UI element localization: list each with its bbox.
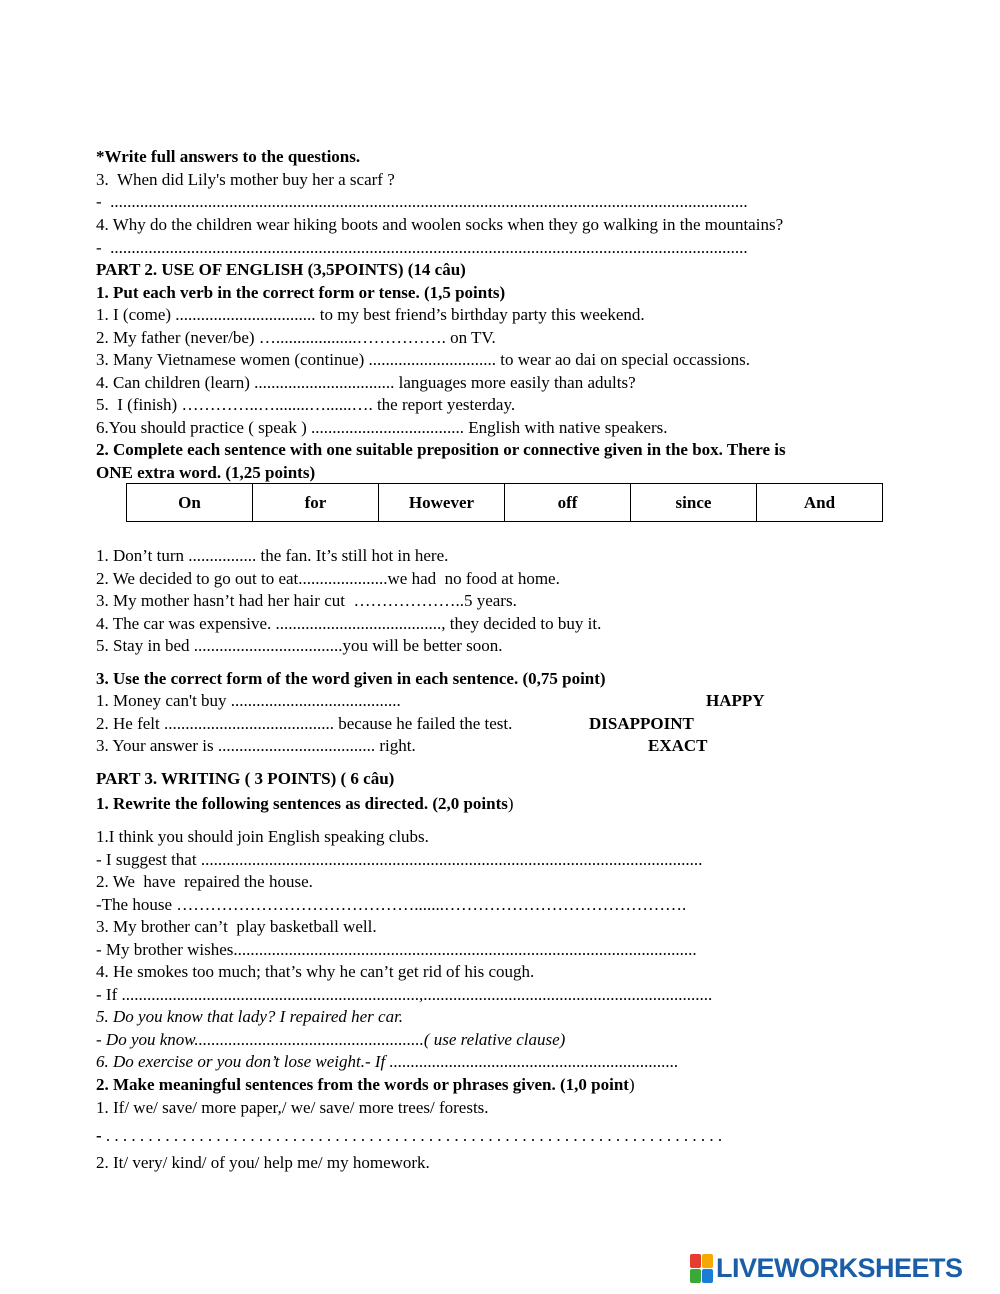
word-form-item[interactable]: 1. Money can't buy ........................................ <box>96 691 401 710</box>
question-4: 4. Why do the children wear hiking boots and woolen socks when they go walking in the mountains? <box>96 215 784 234</box>
logo-square <box>702 1269 713 1283</box>
part2-title: PART 2. USE OF ENGLISH (3,5POINTS) (14 câu) <box>96 260 466 279</box>
part2-ex1-title: 1. Put each verb in the correct form or tense. (1,5 points) <box>96 283 506 302</box>
rewrite-answer[interactable]: 6. Do exercise or you don’t lose weight.- If .................................................................... <box>96 1052 679 1071</box>
question-3: 3. When did Lily's mother buy her a scarf ? <box>96 170 395 189</box>
part3-ex1-title <box>96 793 514 815</box>
verb-item[interactable]: 6.You should practice ( speak ) .................................... English with native speakers. <box>96 418 668 437</box>
verb-item[interactable]: 1. I (come) ................................. to my best friend’s birthday party this weekend. <box>96 305 645 324</box>
part3-ex1-title-text: 1. Rewrite the following sentences as directed. (2,0 points <box>96 794 508 813</box>
rewrite-line: 1.I think you should join English speaking clubs. <box>96 827 429 846</box>
box-word: And <box>757 484 883 522</box>
part2-ex3-title: 3. Use the correct form of the word given in each sentence. (0,75 point) <box>96 669 606 688</box>
sentence-prompt: 1. If/ we/ save/ more paper,/ we/ save/ more trees/ forests. <box>96 1098 489 1117</box>
part2-ex2-title-cont: ONE extra word. (1,25 points) <box>96 463 316 482</box>
box-word: off <box>505 484 631 522</box>
part3-ex2-title-close: ) <box>628 1075 635 1094</box>
box-word: However <box>379 484 505 522</box>
connective-item[interactable]: 3. My mother hasn’t had her hair cut ………………..5 years. <box>96 591 517 610</box>
part3-ex2-title <box>96 1074 635 1096</box>
verb-item[interactable]: 3. Many Vietnamese women (continue) .............................. to wear ao dai on special occassions. <box>96 350 750 369</box>
rewrite-answer[interactable]: - My brother wishes............................................................................................................. <box>96 940 697 959</box>
box-word: since <box>631 484 757 522</box>
sentence-answer[interactable] <box>96 1125 722 1147</box>
rewrite-answer[interactable]: - Do you know......................................................( use relative clause) <box>96 1030 566 1049</box>
answer-line-3[interactable]: - ...................................................................................................................................................... <box>96 192 748 211</box>
connective-item[interactable]: 2. We decided to go out to eat.....................we had no food at home. <box>96 569 560 588</box>
logo-square <box>702 1254 713 1268</box>
rewrite-answer[interactable]: - I suggest that ...................................................................................................................... <box>96 850 703 869</box>
part2-ex2-title: 2. Complete each sentence with one suitable preposition or connective given in the box. There is <box>96 440 786 459</box>
root-word: EXACT <box>648 736 708 755</box>
box-word: On <box>127 484 253 522</box>
connective-item[interactable]: 1. Don’t turn ................ the fan. It’s still hot in here. <box>96 546 449 565</box>
word-box <box>126 483 883 522</box>
root-word: DISAPPOINT <box>589 714 694 733</box>
verb-item[interactable]: 4. Can children (learn) ................................. languages more easily than adults? <box>96 373 636 392</box>
logo-square <box>690 1269 701 1283</box>
part3-title: PART 3. WRITING ( 3 POINTS) ( 6 câu) <box>96 769 395 788</box>
logo-icon <box>690 1254 713 1283</box>
rewrite-answer[interactable]: -The house …………………………………….......……………………………………. <box>96 895 687 914</box>
rewrite-line: 4. He smokes too much; that’s why he can’t get rid of his cough. <box>96 962 535 981</box>
rewrite-answer[interactable]: - If ......................................................................,.................................................................... <box>96 985 713 1004</box>
verb-item[interactable]: 2. My father (never/be) …...................……………. on TV. <box>96 328 496 347</box>
root-word: HAPPY <box>706 691 765 710</box>
logo-square <box>690 1254 701 1268</box>
answer-line-4[interactable]: - ...................................................................................................................................................... <box>96 238 748 257</box>
connective-item[interactable]: 5. Stay in bed ...................................you will be better soon. <box>96 636 503 655</box>
rewrite-line: 2. We have repaired the house. <box>96 872 313 891</box>
box-word: for <box>253 484 379 522</box>
liveworksheets-logo <box>690 1252 963 1284</box>
rewrite-line: 3. My brother can’t play basketball well. <box>96 917 377 936</box>
verb-item[interactable]: 5. I (finish) …………..…........…......…. the report yesterday. <box>96 395 516 414</box>
word-form-item[interactable]: 3. Your answer is ..................................... right. <box>96 736 416 755</box>
part3-ex1-title-close: ) <box>507 794 514 813</box>
part3-ex2-title-text: 2. Make meaningful sentences from the words or phrases given. (1,0 point <box>96 1075 629 1094</box>
answer-dash: - <box>96 1126 102 1145</box>
brand-name: LIVEWORKSHEETS <box>716 1252 963 1283</box>
sentence-prompt: 2. It/ very/ kind/ of you/ help me/ my homework. <box>96 1153 430 1172</box>
section-heading: *Write full answers to the questions. <box>96 147 361 166</box>
answer-dots: . . . . . . . . . . . . . . . . . . . . . . . . . . . . . . . . . . . . . . . . . . . . . . . . . . . . . . . . . . . . . . . . . . . . . . . . . <box>101 1126 723 1145</box>
connective-item[interactable]: 4. The car was expensive. ......................................., they decided to buy it. <box>96 614 602 633</box>
rewrite-line: 5. Do you know that lady? I repaired her car. <box>96 1007 404 1026</box>
word-form-item[interactable]: 2. He felt ........................................ because he failed the test. <box>96 714 513 733</box>
